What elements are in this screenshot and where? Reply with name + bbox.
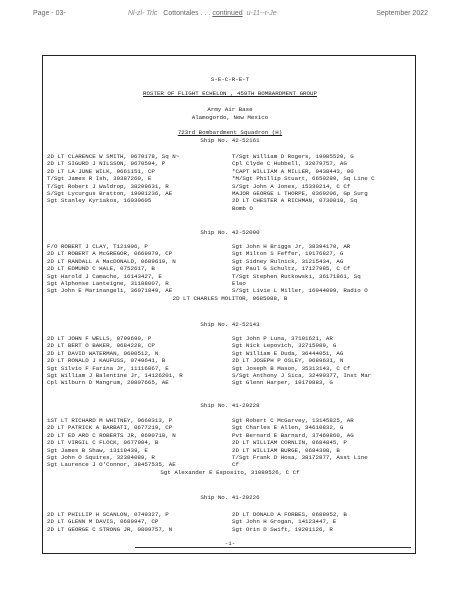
row-left: 2D LT SIGURD J NILSSON, 0670594, P (47, 160, 166, 168)
row-left: 2D LT DAVID WATERMAN, 0690512, N (47, 349, 159, 357)
row-left: 2D LT GEORGE C STRONG JR, 0809757, N (47, 525, 173, 533)
header-date: September 2022 (376, 10, 428, 17)
row-left: 2D LT BERT O BAKER, 0684228, CP (47, 342, 155, 350)
roster-row (43, 518, 417, 525)
row-right: Sgt Sidney Rulnick, 31215434, AG (232, 257, 344, 265)
roster-row (43, 365, 417, 372)
header-smudge-left: Nl-zl- Trlc (128, 10, 158, 17)
row-left: S/Sgt Lycurgus Bratton, 19001236, AE (47, 189, 173, 197)
row-center: Sgt Alexander E Esposito, 31089526, C Cf (160, 468, 300, 476)
squadron-title: 723rd Bombardment Squadron (H) (177, 129, 283, 136)
roster-row (43, 424, 417, 431)
roster-row (43, 295, 417, 302)
base-location: Alamogordo, New Mexico (191, 114, 269, 121)
row-right: Sgt William E Duda, 36444051, AG (232, 349, 344, 357)
roster-row (43, 190, 417, 197)
row-right: Sgt Glenn Harper, 19179883, G (232, 379, 333, 387)
ship-heading: Ship No. 42-52143 (200, 321, 260, 328)
ship-roster (43, 511, 417, 533)
row-left: Sgt John E Marinangeli, 36071849, AE (47, 287, 173, 295)
roster-row (43, 258, 417, 265)
row-right: 2D LT WILLIAM BURGE, 0684308, B (232, 446, 340, 454)
row-right: 2D LT DONALD A FORBES, 0688952, B (232, 511, 347, 518)
roster-row (43, 197, 417, 204)
row-left: 2D LT LA JUNE WILK, 0661151, CP (47, 167, 155, 175)
row-right: T/Sgt William D Rogers, 19085520, G (232, 153, 354, 160)
row-right: 2D LT JOSEPH P OSLEY, 0689631, N (232, 357, 344, 365)
row-right: Cpl Clyde C Hubbell, 32079757, AG (232, 160, 347, 168)
row-left: 2D LT ROBERT A McGREGOR, 0669979, CP (47, 250, 173, 258)
row-left: 2D LT GLENN M DAVIS, 0689947, CP (47, 518, 159, 526)
header-smudge-right: u-11--r-Je (246, 10, 277, 17)
row-right: Sgt Orin D Swift, 19201126, R (232, 525, 333, 533)
row-right: S/Sgt Livie L Miller, 16044099, Radio O (232, 287, 368, 295)
roster-row (43, 357, 417, 364)
header-cottontales: Cottontales . . . (163, 10, 211, 17)
row-right: Sgt John H Briggs Jr, 38394170, AR (232, 243, 351, 250)
row-right: MAJOR GEORGE L THORPE, 0369206, Gp Surg (232, 189, 368, 197)
ship-roster (43, 153, 417, 212)
roster-row (43, 280, 417, 287)
ship-heading: Ship No. 42-52161 (200, 137, 260, 144)
roster-row (43, 205, 417, 212)
row-left: T/Sgt James R Ish, 39387260, E (47, 175, 152, 183)
row-left: 2D LT JOHN F WELLS, 0799690, P (47, 335, 152, 342)
header-title (128, 10, 277, 17)
row-left: 2D LT CLARENCE W SMITH, 0670178, Sq N~ (47, 153, 180, 160)
roster-row (43, 250, 417, 257)
roster-row (43, 372, 417, 379)
roster-row (43, 183, 417, 190)
page-number-label: Page - 03- (33, 10, 66, 17)
roster-row (43, 461, 417, 468)
ship-roster (43, 335, 417, 387)
row-right: 2D LT CHESTER A RICHMAN, 0730819, Sq (232, 197, 358, 205)
roster-row (43, 511, 417, 518)
row-left: 2D LT PATRICK A BARBATI, 0677219, CP (47, 424, 173, 432)
row-left: Sgt Laurence J O'Connor, 38457535, AE (47, 461, 176, 469)
roster-row (43, 439, 417, 446)
row-right: Sgt Charles E Allen, 34610832, G (232, 424, 344, 432)
row-right: Sgt John H Grogan, 14123447, E (232, 518, 337, 526)
row-left: 2D LT EDMUND C HALE, 0752617, B (47, 265, 155, 273)
row-right: Cf (232, 461, 239, 469)
row-right: Sgt John P Luna, 37101621, AR (232, 335, 333, 342)
row-left: Sgt Harold J Camache, 16143427, E (47, 272, 162, 280)
row-left: 2D LT RONALD J KAUFUSS, 0749641, B (47, 357, 166, 365)
row-left: 1ST LT RICHARD M WHITNEY, 0660313, P (47, 417, 173, 424)
row-right: 2D LT WILLIAM CORNLIN, 0684845, P (232, 439, 347, 447)
roster-row (43, 379, 417, 386)
row-left: 2D LT PHILLIP H SCANLON, 0749327, P (47, 511, 169, 518)
row-right: T/Sgt Frank D Hosa, 38172877, Asst Line (232, 453, 368, 461)
roster-row (43, 342, 417, 349)
row-right: Sgt Joseph B Mason, 35313143, C Cf (232, 364, 351, 372)
ship-heading: Ship No. 41-29226 (200, 494, 260, 501)
roster-document (42, 55, 416, 554)
row-right: Bomb O (232, 204, 253, 212)
row-right: Eleo (232, 279, 246, 287)
row-left: 2D LT VIRGIL C FLOCK, 0677984, B (47, 439, 159, 447)
header-continued-link[interactable]: continued (212, 10, 243, 17)
row-left: Sgt James B Shaw, 13119439, E (47, 446, 148, 454)
ship-heading: Ship No. 41-29228 (200, 402, 260, 409)
roster-row (43, 447, 417, 454)
row-left: Sgt Stanley Kyriakos, 16030605 (47, 197, 152, 205)
row-right: Sgt Robert C McGarvey, 13145825, AR (232, 417, 354, 424)
secret-heading: S-E-C-R-E-T (210, 76, 250, 83)
row-left: Sgt Silvio F Farina Jr, 11116867, E (47, 364, 169, 372)
row-left: Sgt Alphonse Lanteigne, 31188007, R (47, 279, 169, 287)
row-left: Sgt John O Squires, 32384089, R (47, 453, 155, 461)
row-right: T/Sgt Stephen Rutkowski, 36171861, Sq (232, 272, 361, 280)
roster-row (43, 243, 417, 250)
base-name: Army Air Base (207, 106, 253, 113)
page-header (0, 8, 458, 22)
bottom-rule (135, 547, 411, 548)
page-number: -1- (224, 540, 236, 547)
row-left: F/O ROBERT J CLAY, T121906, P (47, 243, 148, 250)
row-right: S/Sgt Anthony J Sica, 32490377, Inst Mar (232, 371, 372, 379)
row-center: 2D LT CHARLES MOLITOR, 0685088, B (172, 294, 288, 302)
ship-roster (43, 243, 417, 302)
row-left: T/Sgt Robert J Waldrop, 38209631, R (47, 182, 169, 190)
row-right: *CAPT WILLIAM A MILLER, 0438443, 00 (232, 167, 354, 175)
row-right: Sgt Milton S Feffer, 19176827, G (232, 250, 344, 258)
roster-row (43, 432, 417, 439)
row-right: *M/Sgt Phillip Stuart, 6650280, Sq Line C (232, 175, 375, 183)
roster-row (43, 175, 417, 182)
row-right: Pvt Bernard E Barnard, 37469860, AG (232, 431, 354, 439)
row-right: S/Sgt John A Jones, 15330214, C Cf (232, 182, 351, 190)
roster-row (43, 417, 417, 424)
roster-row (43, 168, 417, 175)
roster-row (43, 469, 417, 476)
roster-row (43, 265, 417, 272)
row-right: Sgt Paul G Schultz, 17127985, C Cf (232, 265, 351, 273)
roster-row (43, 335, 417, 342)
roster-row (43, 526, 417, 533)
row-left: 2D LT ED ARD C ROBERTS JR, 0690718, N (47, 431, 176, 439)
ship-heading: Ship No. 42-52090 (200, 229, 260, 236)
row-left: Sgt William J Balentine Jr, 14126201, R (47, 371, 183, 379)
ship-roster (43, 417, 417, 476)
roster-row (43, 287, 417, 294)
roster-row (43, 160, 417, 167)
roster-row (43, 350, 417, 357)
row-left: 2D LT RANDALL A MacDONALD, 0689619, N (47, 257, 176, 265)
roster-row (43, 153, 417, 160)
roster-title: ROSTER OF FLIGHT ECHELON , 459TH BOMBARDMENT GROUP (143, 90, 317, 97)
roster-row (43, 273, 417, 280)
row-left: Cpl Wilburn D Mangrum, 20807665, AE (47, 379, 169, 387)
roster-row (43, 454, 417, 461)
row-right: Sgt Nick Lepovich, 32715089, G (232, 342, 337, 350)
